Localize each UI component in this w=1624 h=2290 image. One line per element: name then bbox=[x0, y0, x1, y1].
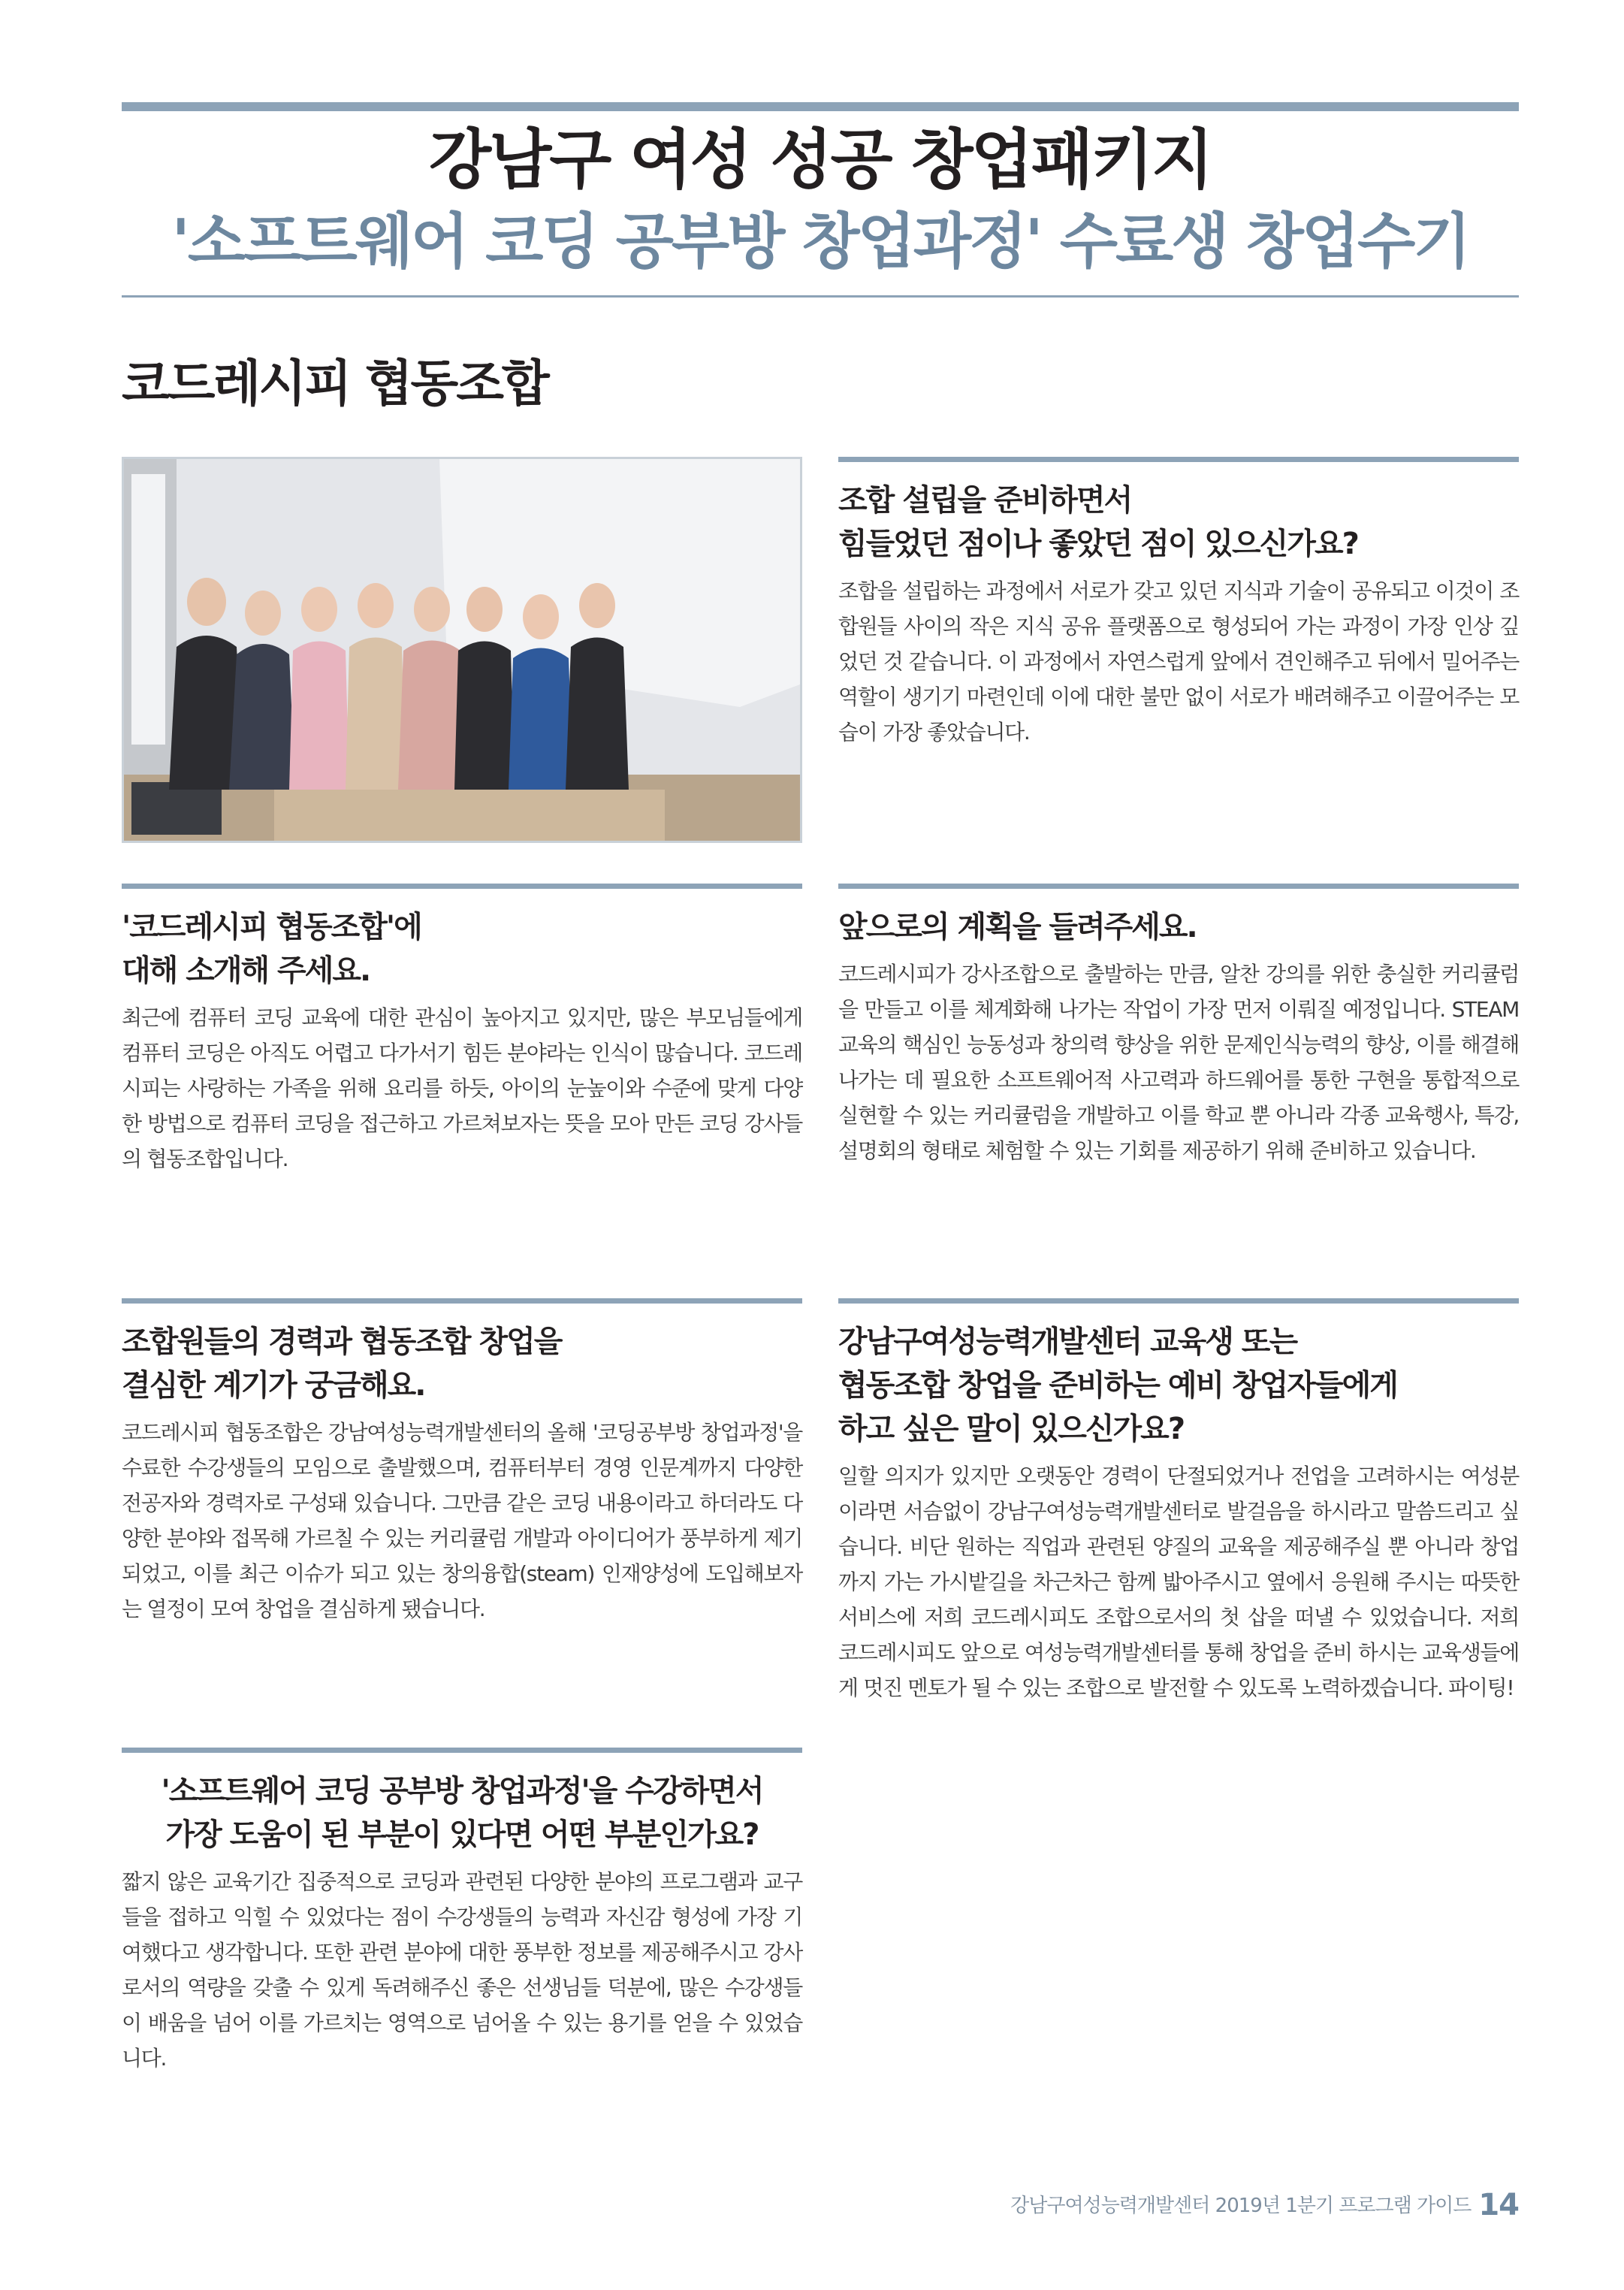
section-bar bbox=[122, 1298, 802, 1304]
section-answer: 짧지 않은 교육기간 집중적으로 코딩과 관련된 다양한 분야의 프로그램과 교구들을 접하고 익힐 수 있었다는 점이 수강생들의 능력과 자신감 형성에 가장 기여했다고 생각합니다. 또한 관련 분야에 대한 풍부한 정보를 제공해주시고 강사로서의 역량을 갖출 수 있게 독려해주신 좋은 선생님들 덕분에, 많은 수강생들이 배움을 넘어 이를 가르치는 영역으로 넘어올 수 있는 용기를 얻을 수 있었습니다. bbox=[122, 1869, 802, 2071]
title-divider bbox=[122, 295, 1519, 298]
section-answer: 코드레시피가 강사조합으로 출발하는 만큼, 알찬 강의를 위한 충실한 커리큘럼을 만들고 이를 체계화해 나가는 작업이 가장 먼저 이뤄질 예정입니다. STEAM교육의 핵심인 능동성과 창의력 향상을 위한 문제인식능력의 향상, 이를 해결해 나가는 데 필요한 소프트웨어적 사고력과 하드웨어를 통한 구현을 통합적으로 실현할 수 있는 커리큘럼을 개발하고 이를 학교 뿐 아니라 각종 교육행사, 특강, 설명회의 형태로 체험할 수 있는 기회를 제공하기 위해 준비하고 있습니다. bbox=[838, 962, 1519, 1163]
section-bar bbox=[838, 1298, 1519, 1304]
section-question: '소프트웨어 코딩 공부방 창업과정'을 수강하면서 가장 도움이 된 부분이 있다면 어떤 부분인가요? bbox=[161, 1774, 763, 1852]
section-bar bbox=[838, 884, 1519, 889]
footer-text: 강남구여성능력개발센터 2019년 1분기 프로그램 가이드 bbox=[1010, 2195, 1472, 2217]
section-question: 앞으로의 계획을 들려주세요. bbox=[838, 910, 1197, 944]
qa-section-founding bbox=[838, 457, 1519, 750]
cooperative-name: 코드레시피 협동조합 bbox=[122, 355, 548, 412]
qa-section-plans bbox=[838, 884, 1519, 1168]
section-question: 조합원들의 경력과 협동조합 창업을 결심한 계기가 궁금해요. bbox=[122, 1325, 562, 1403]
page-title: 강남구 여성 성공 창업패키지 bbox=[429, 122, 1212, 198]
section-bar bbox=[122, 1748, 802, 1753]
top-rule bbox=[122, 102, 1519, 111]
section-answer: 일할 의지가 있지만 오랫동안 경력이 단절되었거나 전업을 고려하시는 여성분이라면 서슴없이 강남구여성능력개발센터로 발걸음을 하시라고 말씀드리고 싶습니다. 비단 원하는 직업과 관련된 양질의 교육을 제공해주실 뿐 아니라 창업까지 가는 가시밭길을 차근차근 함께 밟아주시고 옆에서 응원해 주시는 따뜻한 서비스에 저희 코드레시피도 조합으로서의 첫 삽을 떠낼 수 있었습니다. 저희 코드레시피도 앞으로 여성능력개발센터를 통해 창업을 준비 하시는 교육생들에게 멋진 멘토가 될 수 있는 조합으로 발전할 수 있도록 노력하겠습니다. 파이팅! bbox=[838, 1464, 1519, 1700]
section-bar bbox=[838, 457, 1519, 462]
page-number: 14 bbox=[1478, 2188, 1519, 2222]
qa-section-motivation bbox=[122, 1298, 802, 1627]
section-answer: 코드레시피 협동조합은 강남여성능력개발센터의 올해 '코딩공부방 창업과정'을 수료한 수강생들의 모임으로 출발했으며, 컴퓨터부터 경영 인문계까지 다양한 전공자와 경력자로 구성돼 있습니다. 그만큼 같은 코딩 내용이라고 하더라도 다양한 분야와 접목해 가르칠 수 있는 커리큘럼 개발과 아이디어가 풍부하게 제기되었고, 이를 최근 이슈가 되고 있는 창의융합(steam) 인재양성에 도입해보자는 열정이 모여 창업을 결심하게 됐습니다. bbox=[122, 1420, 802, 1621]
section-question: 강남구여성능력개발센터 교육생 또는 협동조합 창업을 준비하는 예비 창업자들에게 하고 싶은 말이 있으신가요? bbox=[838, 1325, 1397, 1446]
qa-section-advice bbox=[838, 1298, 1519, 1705]
page-subtitle: '소프트웨어 코딩 공부방 창업과정' 수료생 창업수기 bbox=[171, 207, 1469, 276]
qa-section-introduction bbox=[122, 884, 802, 1177]
qa-section-course-help bbox=[122, 1748, 802, 2076]
section-answer: 조합을 설립하는 과정에서 서로가 갖고 있던 지식과 기술이 공유되고 이것이 조합원들 사이의 작은 지식 공유 플랫폼으로 형성되어 가는 과정이 가장 인상 깊었던 것 같습니다. 이 과정에서 자연스럽게 앞에서 견인해주고 뒤에서 밀어주는 역할이 생기기 마련인데 이에 대한 불만 없이 서로가 배려해주고 이끌어주는 모습이 가장 좋았습니다. bbox=[838, 579, 1519, 745]
page-footer bbox=[1010, 2188, 1519, 2222]
section-question: '코드레시피 협동조합'에 대해 소개해 주세요. bbox=[122, 910, 421, 988]
section-bar bbox=[122, 884, 802, 889]
group-photo bbox=[122, 457, 802, 843]
section-answer: 최근에 컴퓨터 코딩 교육에 대한 관심이 높아지고 있지만, 많은 부모님들에게 컴퓨터 코딩은 아직도 어렵고 다가서기 힘든 분야라는 인식이 많습니다. 코드레시피는 사랑하는 가족을 위해 요리를 하듯, 아이의 눈높이와 수준에 맞게 다양한 방법으로 컴퓨터 코딩을 접근하고 가르쳐보자는 뜻을 모아 만든 코딩 강사들의 협동조합입니다. bbox=[122, 1005, 802, 1171]
section-question: 조합 설립을 준비하면서 힘들었던 점이나 좋았던 점이 있으신가요? bbox=[838, 483, 1358, 561]
